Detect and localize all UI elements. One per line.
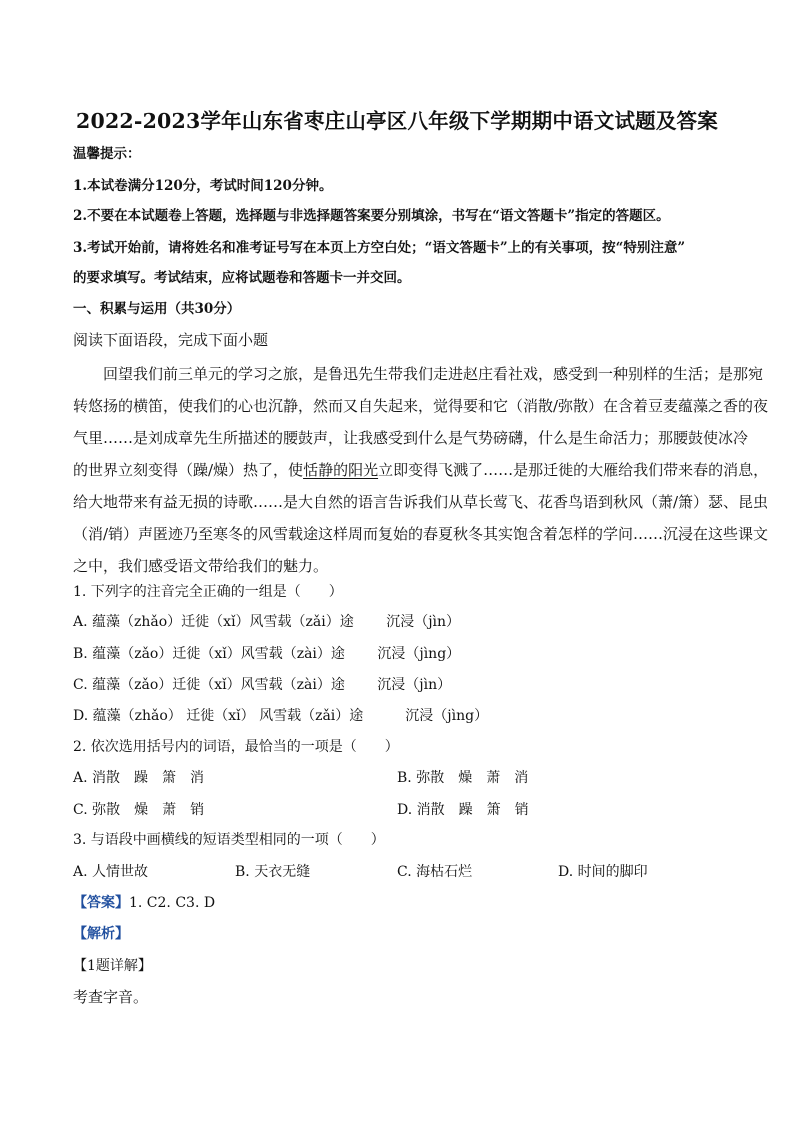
analysis-sub-label: 【1题详解】 [73,958,152,974]
question-3-stem: 3. 与语段中画横线的短语类型相同的一项（ ） [73,832,385,848]
notice-item-3-cont: 的要求填写。考试结束，应将试题卷和答题卡一并交回。 [73,270,411,286]
question-1-option-c: C. 蕴藻（zǎo）迁徙（xǐ）风雪载（zài）途 沉浸（jìn） [73,677,452,693]
question-2-stem: 2. 依次选用括号内的词语，最恰当的一项是（ ） [73,739,399,755]
question-3-option-b: B. 天衣无缝 [235,864,311,880]
question-1-stem: 1. 下列字的注音完全正确的一组是（ ） [73,584,343,600]
passage-line: 回望我们前三单元的学习之旅，是鲁迅先生带我们走进赵庄看社戏，感受到一种别样的生活；是那宛 [103,365,764,383]
passage-line: 转悠扬的横笛，使我们的心也沉静，然而又自失起来，觉得要和它（消散/弥散）在含着豆麦蕴藻之香的夜 [73,397,769,415]
answer-text: 1. C2. C3. D [129,895,216,911]
question-2-option-a: A. 消散 躁 箫 消 [73,770,205,786]
passage-line: （消/销）声匿迹乃至寒冬的风雪载途这样周而复始的春夏秋冬其实饱含着怎样的学问……沉浸在这些课文 [73,525,769,543]
reading-passage [73,358,769,582]
passage-line [73,454,769,486]
question-1-option-b: B. 蕴藻（zǎo）迁徙（xǐ）风雪载（zài）途 沉浸（jìng） [73,646,461,662]
passage-text: 立即变得飞溅了……是那迁徙的大雁给我们带来春的消息， [378,461,769,479]
answer-line [73,893,215,913]
answer-label: 【答案】 [73,895,129,911]
notice-item-2: 2.不要在本试题卷上答题，选择题与非选择题答案要分别填涂，书写在“语文答题卡”指定的答题区。 [73,208,670,224]
question-3-option-c: C. 海枯石烂 [397,864,473,880]
underlined-phrase: 恬静的阳光 [303,461,379,479]
question-2-option-d: D. 消散 躁 箫 销 [397,802,529,818]
passage-line: 之中，我们感受语文带给我们的魅力。 [73,557,329,575]
analysis-label: 【解析】 [73,926,129,942]
question-3-option-a: A. 人情世故 [73,864,149,880]
question-2-option-c: C. 弥散 燥 萧 销 [73,802,205,818]
question-3-option-d: D. 时间的脚印 [558,864,648,880]
notice-heading: 温馨提示： [73,146,141,162]
notice-item-1: 1.本试卷满分120分，考试时间120分钟。 [73,178,333,194]
question-2-option-b: B. 弥散 燥 萧 消 [397,770,529,786]
page-title: 2022-2023学年山东省枣庄山亭区八年级下学期期中语文试题及答案 [76,109,718,133]
reading-instruction: 阅读下面语段，完成下面小题 [73,331,269,349]
question-1-option-d: D. 蕴藻（zhǎo） 迁徙（xǐ） 风雪载（zǎi）途 沉浸（jìng） [73,708,489,724]
analysis-line [73,924,129,944]
section-heading: 一、积累与运用（共30分） [73,301,241,317]
notice-item-3: 3.考试开始前，请将姓名和准考证号写在本页上方空白处；“语文答题卡”上的有关事项，按“特别注意” [73,240,686,256]
analysis-text: 考查字音。 [73,988,149,1006]
question-1-option-a: A. 蕴藻（zhǎo）迁徙（xǐ）风雪载（zǎi）途 沉浸（jìn） [73,614,461,630]
passage-text: 的世界立刻变得（躁/燥）热了，使 [73,461,304,479]
passage-line: 给大地带来有益无损的诗歌……是大自然的语言告诉我们从草长莺飞、花香鸟语到秋风（萧/箫）瑟、昆虫 [73,493,769,511]
passage-line: 气里……是刘成章先生所描述的腰鼓声，让我感受到什么是气势磅礴，什么是生命活力；那腰鼓使冰冷 [73,429,749,447]
